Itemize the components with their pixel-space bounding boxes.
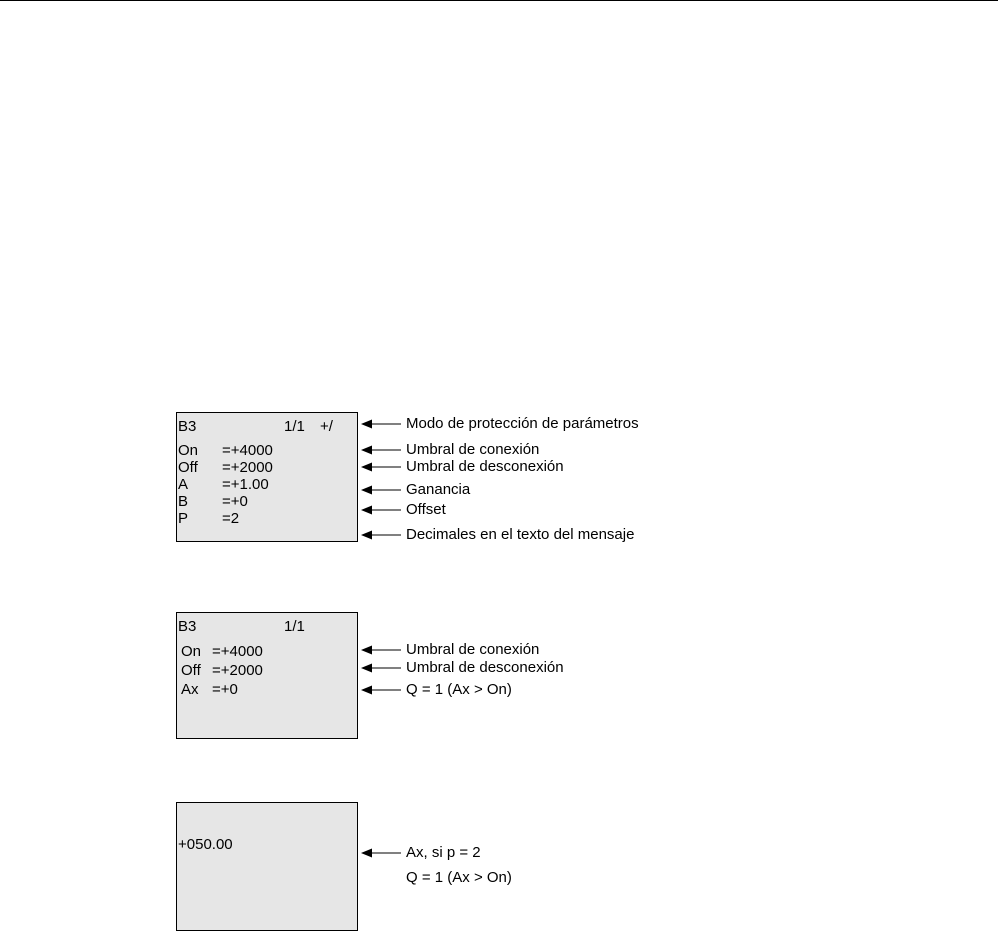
callout-on-threshold: Umbral de conexión <box>406 641 540 658</box>
param-value-b: =+0 <box>222 493 248 510</box>
callout-analog-value: Ax, si p = 2 <box>406 844 481 861</box>
param-value-on: =+4000 <box>222 442 273 459</box>
param-label-off: Off <box>178 459 198 476</box>
callout-on-threshold: Umbral de conexión <box>406 441 540 458</box>
page-indicator: 1/1 <box>284 418 305 435</box>
param-label-off: Off <box>181 662 201 679</box>
callout-off-threshold: Umbral de desconexión <box>406 458 564 475</box>
arrow-left-icon <box>361 485 401 495</box>
callout-protection-mode: Modo de protección de parámetros <box>406 415 639 432</box>
block-number: B3 <box>178 418 197 435</box>
arrow-left-icon <box>361 645 401 655</box>
callout-gain: Ganancia <box>406 481 471 498</box>
arrow-left-icon <box>361 419 401 429</box>
param-value-off: =+2000 <box>222 459 273 476</box>
param-label-on: On <box>178 442 199 459</box>
callout-offset: Offset <box>406 501 446 518</box>
param-label-a: A <box>178 476 189 493</box>
param-value-off: =+2000 <box>212 662 263 679</box>
lcd-display-parameters <box>176 412 358 542</box>
param-label-on: On <box>181 643 202 660</box>
callout-output-state: Q = 1 (Ax > On) <box>406 869 512 886</box>
arrow-left-icon <box>361 445 401 455</box>
param-value-a: =+1.00 <box>222 476 269 493</box>
page-indicator: 1/1 <box>284 618 305 635</box>
param-label-p: P <box>178 510 189 527</box>
callout-off-threshold: Umbral de desconexión <box>406 659 564 676</box>
param-value-ax: =+0 <box>212 681 238 698</box>
arrow-left-icon <box>361 530 401 540</box>
param-label-b: B <box>178 493 189 510</box>
callout-decimals: Decimales en el texto del mensaje <box>406 526 635 543</box>
callout-output-state: Q = 1 (Ax > On) <box>406 681 512 698</box>
arrow-left-icon <box>361 848 401 858</box>
param-value-p: =2 <box>222 510 240 527</box>
lcd-display-analog-value <box>176 802 358 931</box>
param-value-on: =+4000 <box>212 643 263 660</box>
lcd-display-values <box>176 612 358 739</box>
protection-mode-indicator: +/ <box>320 418 333 435</box>
arrow-left-icon <box>361 663 401 673</box>
arrow-left-icon <box>361 685 401 695</box>
param-label-ax: Ax <box>181 681 199 698</box>
analog-value: +050.00 <box>178 836 233 853</box>
top-rule <box>0 0 998 1</box>
block-number: B3 <box>178 618 197 635</box>
arrow-left-icon <box>361 505 401 515</box>
arrow-left-icon <box>361 462 401 472</box>
